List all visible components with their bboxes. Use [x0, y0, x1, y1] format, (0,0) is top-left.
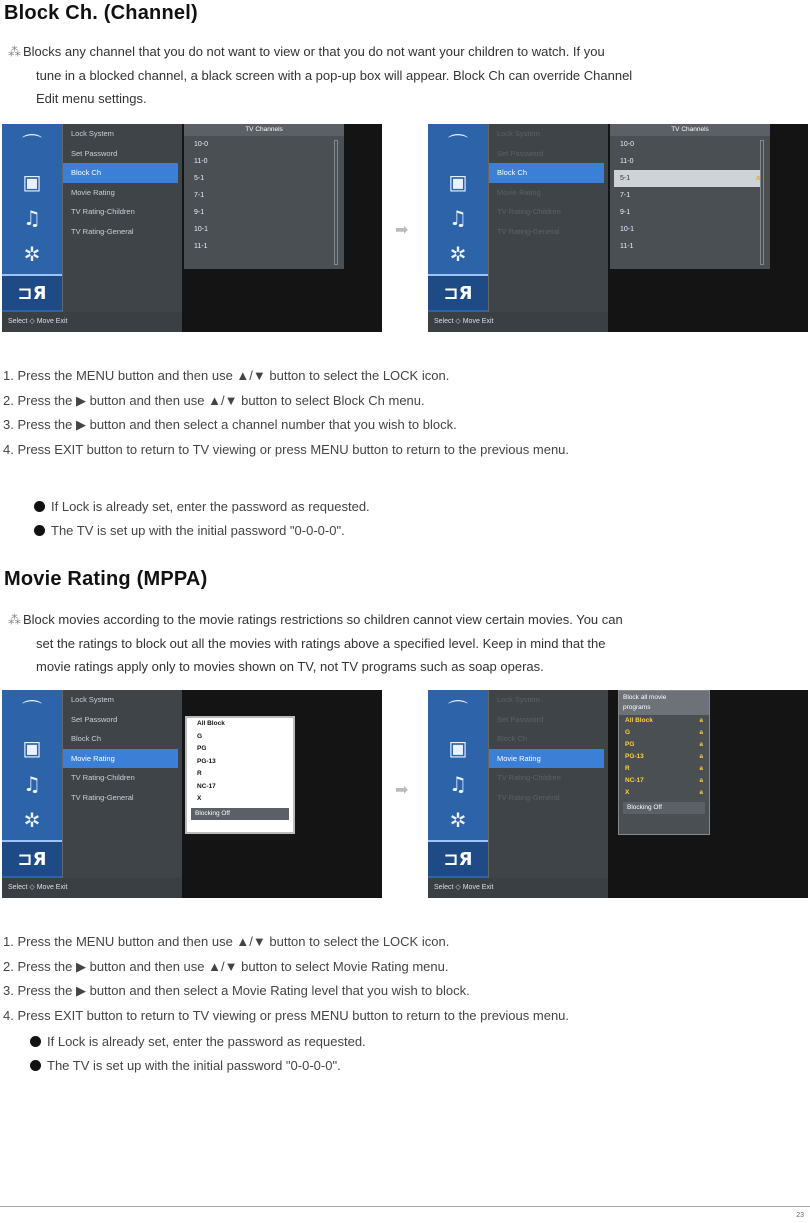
blocking-status: Blocking Off	[191, 808, 289, 820]
movie-rating-steps	[3, 930, 808, 1028]
lock-icon: ⊐Я	[2, 840, 62, 876]
osd-menu-list: Lock System Set Password Block Ch Movie Rating TV Rating-Children TV Rating-General	[62, 690, 182, 878]
osd-bottom-bar: Select ◇ Move Exit	[428, 312, 608, 332]
gear-icon: ✲	[449, 808, 467, 832]
osd-block-ch-before	[2, 124, 382, 332]
osd-icon-column	[2, 124, 62, 312]
osd-menu-list: Lock System Set Password Block Ch Movie Rating TV Rating-Children TV Rating-General	[488, 690, 608, 878]
osd-icon-column	[2, 690, 62, 878]
step: 4. Press EXIT button to return to TV viewing or press MENU button to return to the previous menu.	[3, 1007, 570, 1023]
menu-item: Lock System	[71, 129, 114, 138]
gear-icon: ✲	[449, 242, 467, 266]
menu-item: Set Password	[71, 148, 118, 158]
osd-movie-rating-before	[2, 690, 382, 898]
gear-icon: ✲	[23, 808, 41, 832]
step: 1. Press the MENU button and then use ▲/▼ button to select the LOCK icon.	[3, 934, 450, 949]
rating-list: All Block G PG PG-13 R NC-17 X Blocking Off	[185, 716, 295, 834]
osd-menu-list	[62, 124, 182, 312]
bullet-icon	[34, 501, 45, 512]
rating-list-blocked: Block all movie programs a All Block a G a PG a PG-13 a R a NC-17 a X Blocking Off	[618, 690, 710, 835]
step: 1. Press the MENU button and then use ▲/▼ button to select the LOCK icon.	[3, 368, 450, 383]
osd-icon-column	[428, 690, 488, 878]
step: 3. Press the ▶ button and then select a channel number that you wish to block.	[3, 417, 457, 432]
sparkle-icon: ⁂	[8, 45, 21, 60]
gear-icon: ✲	[23, 242, 41, 266]
blocking-status: Blocking Off	[623, 802, 705, 814]
block-ch-intro: ⁂ Blocks any channel that you do not want to view or that you do not want your children to watch. If you tune in a blocked channel, a black screen with a pop-up box will appear. Block Ch can override Channel Edit menu settings.	[8, 44, 633, 106]
antenna-icon: ⌒	[448, 132, 468, 156]
menu-item-selected: Block Ch	[63, 163, 178, 183]
page-number: 23	[796, 1212, 804, 1219]
antenna-icon: ⌒	[448, 698, 468, 722]
sound-icon: ♫	[23, 206, 41, 230]
movie-rating-intro: ⁂ Block movies according to the movie ratings restrictions so children cannot view certain movies. You can set the ratings to block out all the movies with ratings above a specified level. Keep in mind that the movie ratings apply only to movies shown on TV, not TV programs such as soap operas.	[8, 612, 623, 674]
block-ch-steps	[3, 364, 808, 462]
osd-bottom-bar: Select ◇ Move Exit	[2, 878, 182, 898]
menu-item: TV Rating-General	[71, 226, 134, 236]
scrollbar	[334, 140, 338, 265]
movie-rating-notes: If Lock is already set, enter the password as requested. The TV is set up with the initial password "0-0-0-0".	[30, 1030, 366, 1078]
step: 4. Press EXIT button to return to TV viewing or press MENU button to return to the previous menu.	[3, 441, 570, 457]
osd-icon-column	[428, 124, 488, 312]
sparkle-icon: ⁂	[8, 613, 21, 628]
sound-icon: ♫	[23, 772, 41, 796]
bullet-icon	[30, 1060, 41, 1071]
menu-item: Movie Rating	[71, 187, 115, 197]
antenna-icon: ⌒	[22, 698, 42, 722]
osd-bottom-bar: Select ◇ Move Exit	[2, 312, 182, 332]
lock-icon: ⊐Я	[428, 840, 488, 876]
osd-block-ch-after	[428, 124, 808, 332]
picture-icon: ▣	[448, 170, 468, 194]
picture-icon: ▣	[448, 736, 468, 760]
sound-icon: ♫	[449, 772, 467, 796]
picture-icon: ▣	[22, 170, 42, 194]
menu-item: TV Rating-Children	[71, 207, 135, 216]
block-ch-notes: If Lock is already set, enter the password as requested. The TV is set up with the initial password "0-0-0-0".	[34, 495, 370, 543]
sound-icon: ♫	[449, 206, 467, 230]
osd-movie-rating-after	[428, 690, 808, 898]
step: 2. Press the ▶ button and then use ▲/▼ button to select Block Ch menu.	[3, 392, 425, 408]
picture-icon: ▣	[22, 736, 42, 760]
lock-icon: ⊐Я	[2, 274, 62, 310]
scrollbar	[760, 140, 764, 265]
lock-icon: ⊐Я	[428, 274, 488, 310]
footer-divider	[0, 1206, 810, 1207]
step: 2. Press the ▶ button and then use ▲/▼ button to select Movie Rating menu.	[3, 958, 449, 974]
arrow-right-icon: ➡	[395, 220, 409, 239]
arrow-right-icon: ➡	[395, 780, 409, 799]
bullet-icon	[34, 525, 45, 536]
channel-list: TV Channels 10-0 11-0 5-1 a 7-1 9-1 10-1 11-1	[610, 124, 770, 269]
section-title-movie-rating: Movie Rating (MPPA)	[4, 568, 208, 590]
step: 3. Press the ▶ button and then select a Movie Rating level that you wish to block.	[3, 983, 470, 998]
osd-bottom-bar: Select ◇ Move Exit	[428, 878, 608, 898]
osd-menu-list: Lock System Set Password Block Ch Movie Rating TV Rating-Children TV Rating-General	[488, 124, 608, 312]
channel-selected: 5-1 a	[614, 170, 760, 187]
bullet-icon	[30, 1036, 41, 1047]
antenna-icon: ⌒	[22, 132, 42, 156]
channel-list: TV Channels 10-0 11-0 5-1 7-1 9-1 10-1 11-1	[184, 124, 344, 269]
section-title-block-ch: Block Ch. (Channel)	[4, 2, 198, 24]
